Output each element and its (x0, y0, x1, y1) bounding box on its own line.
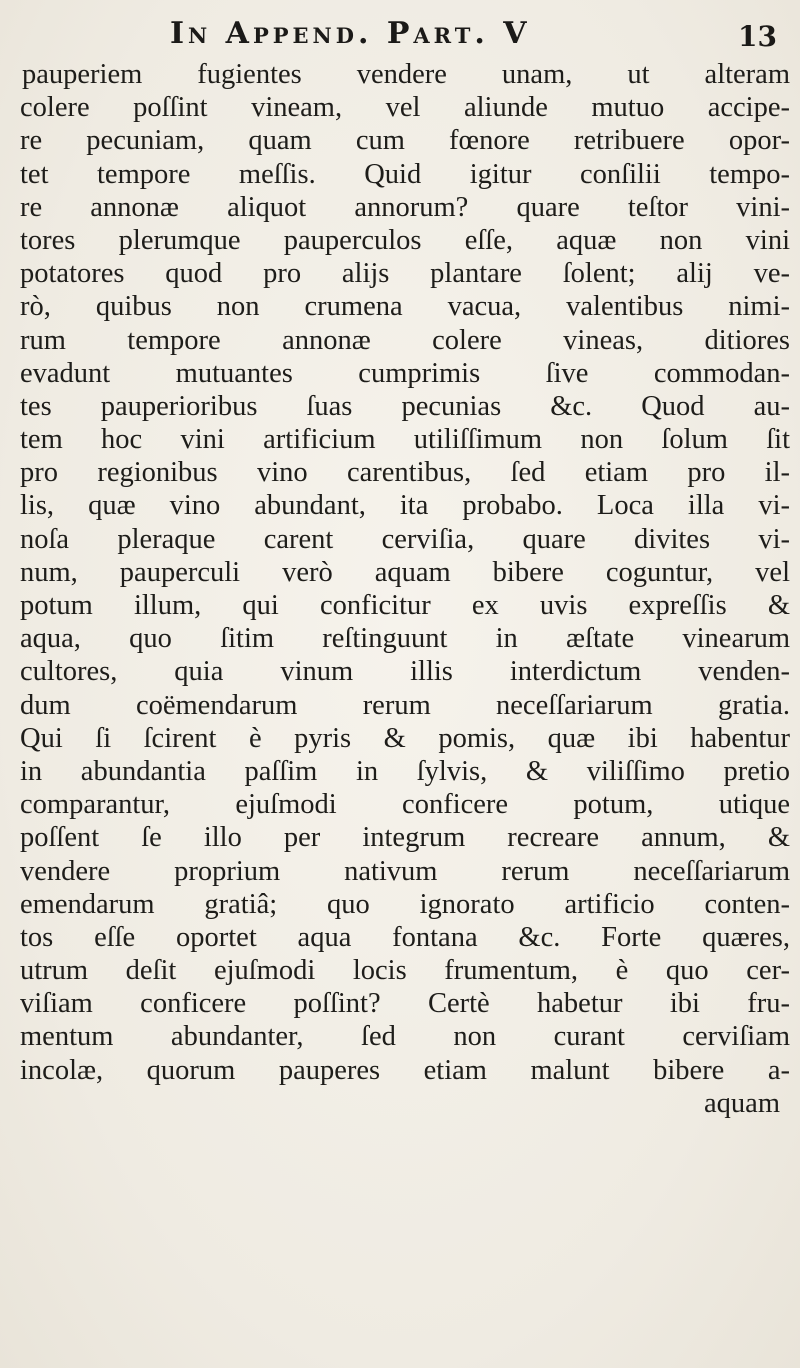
text-line: re pecuniam, quam cum fœnore retribuere opor- (20, 125, 790, 157)
text-line: tos eſſe oportet aqua fontana &c. Forte quæres, (20, 921, 790, 953)
running-head: In Append. Part. V (170, 16, 531, 51)
text-line: rum tempore annonæ colere vineas, ditiores (20, 324, 790, 356)
text-line: pauperiem fugientes vendere unam, ut alteram (22, 59, 790, 90)
text-line: viſiam conficere poſſint? Certè habetur ibi fru- (20, 988, 790, 1020)
text-line: tores plerumque pauperculos eſſe, aquæ non vini (20, 224, 790, 256)
text-line: vendere proprium nativum rerum neceſſariarum (20, 855, 790, 887)
text-line: re annonæ aliquot annorum? quare teſtor vini- (20, 191, 790, 223)
text-line: dum coëmendarum rerum neceſſariarum gratia. (20, 689, 790, 721)
text-line: potatores quod pro alijs plantare ſolent; alij ve- (20, 258, 790, 290)
text-line: aqua, quo ſitim reſtinguunt in æſtate vinearum (20, 623, 790, 655)
catchword: aquam (704, 1087, 780, 1119)
text-line: tes pauperioribus ſuas pecunias &c. Quod au- (20, 390, 790, 422)
text-line: poſſent ſe illo per integrum recreare annum, & (20, 822, 790, 854)
text-line: evadunt mutuantes cumprimis ſive commodan- (20, 357, 790, 389)
text-line: tem hoc vini artificium utiliſſimum non ſolum ſit (20, 424, 790, 456)
text-line: potum illum, qui conficitur ex uvis expreſſis & (20, 590, 790, 621)
text-line: pro regionibus vino carentibus, ſed etiam pro il- (20, 457, 790, 489)
text-line: tet tempore meſſis. Quid igitur conſilii tempo- (20, 158, 790, 190)
text-line: rò, quibus non crumena vacua, valentibus nimi- (20, 291, 790, 323)
text-line: cultores, quia vinum illis interdictum venden- (20, 656, 790, 688)
page-number: 13 (738, 20, 777, 53)
text-line: noſa pleraque carent cerviſia, quare divites vi- (20, 523, 790, 555)
text-line: in abundantia paſſim in ſylvis, & viliſſimo pretio (20, 755, 790, 787)
text-line: Qui ſi ſcirent è pyris & pomis, quæ ibi habentur (20, 722, 790, 754)
text-line: emendarum gratiâ; quo ignorato artificio conten- (20, 888, 790, 920)
text-line: colere poſſint vineam, vel aliunde mutuo accipe- (20, 92, 790, 124)
text-line: lis, quæ vino abundant, ita probabo. Loca illa vi- (20, 490, 790, 522)
text-line: mentum abundanter, ſed non curant cerviſiam (20, 1021, 790, 1053)
body-text (20, 58, 790, 1120)
text-line: utrum deſit ejuſmodi locis frumentum, è quo cer- (20, 955, 790, 987)
text-line: num, pauperculi verò aquam bibere coguntur, vel (20, 556, 790, 588)
text-line: incolæ, quorum pauperes etiam malunt bibere a- (20, 1054, 790, 1086)
text-line: comparantur, ejuſmodi conficere potum, utique (20, 789, 790, 821)
page-header (0, 10, 800, 60)
